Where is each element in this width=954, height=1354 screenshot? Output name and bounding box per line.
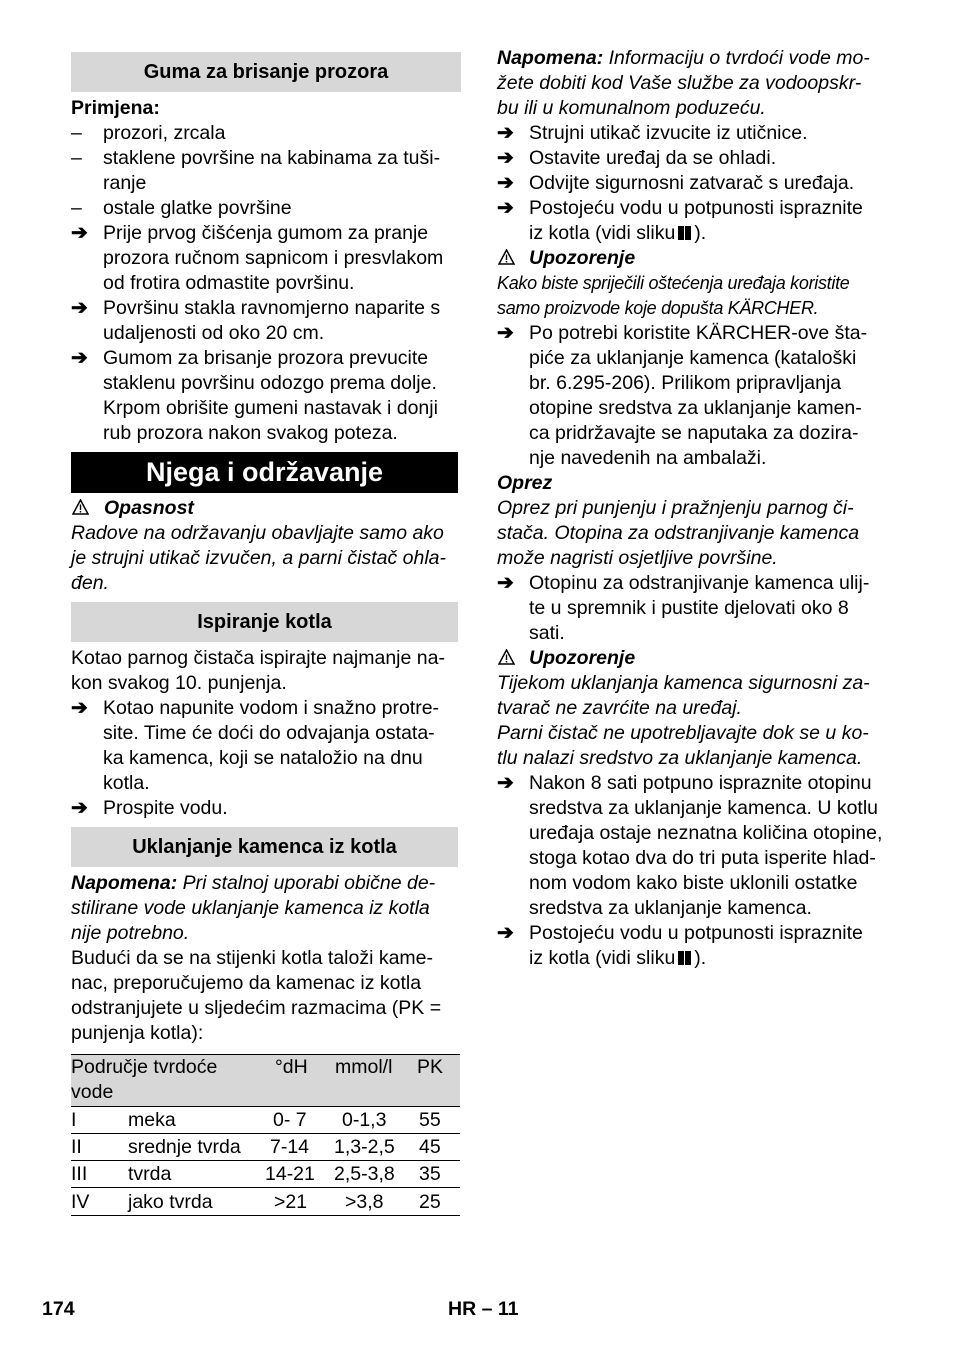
step-text: prozora ručnom sapnicom i presvlakom bbox=[103, 247, 444, 269]
heading-ispiranje: Ispiranje kotla bbox=[71, 602, 458, 642]
table-rule bbox=[71, 1215, 460, 1216]
step-text: Prospite vodu. bbox=[103, 797, 228, 819]
table-cell: 0-1,3 bbox=[342, 1109, 387, 1131]
napomena-label: Napomena: bbox=[71, 872, 178, 894]
step-text: sredstva za uklanjanje kamenca. bbox=[529, 897, 812, 919]
arrow-icon: ➔ bbox=[497, 322, 514, 344]
arrow-icon: ➔ bbox=[71, 797, 88, 819]
arrow-icon: ➔ bbox=[497, 772, 514, 794]
warning-icon bbox=[72, 499, 89, 515]
table-cell: >3,8 bbox=[345, 1191, 384, 1213]
upozorenje-label: Upozorenje bbox=[529, 247, 636, 269]
table-cell: I bbox=[71, 1109, 77, 1131]
upozorenje-text: samo proizvode koje dopušta KÄRCHER. bbox=[497, 298, 819, 318]
step-text: Postojeću vodu u potpunosti ispraznite bbox=[529, 922, 863, 944]
table-cell: srednje tvrda bbox=[128, 1136, 241, 1158]
table-cell: 55 bbox=[419, 1109, 441, 1131]
dash-item: ostale glatke površine bbox=[103, 197, 292, 219]
step-text: Krpom obrišite gumeni nastavak i donji bbox=[103, 397, 438, 419]
page-number: 174 bbox=[42, 1298, 75, 1320]
table-rule bbox=[71, 1133, 460, 1134]
table-rule bbox=[71, 1160, 460, 1161]
arrow-icon: ➔ bbox=[497, 197, 514, 219]
table-cell: >21 bbox=[274, 1191, 308, 1213]
dash-item-cont: ranje bbox=[103, 172, 147, 194]
step-text bbox=[529, 221, 706, 246]
napomena-text: Pri stalnoj uporabi obične de- bbox=[177, 872, 436, 894]
dash-marker: – bbox=[71, 147, 82, 169]
step-text: Ostavite uređaj da se ohladi. bbox=[529, 147, 777, 169]
opasnost-text: đen. bbox=[71, 572, 109, 594]
oprez-text: Oprez pri punjenju i pražnjenju parnog či- bbox=[497, 497, 854, 519]
step-text: Postojeću vodu u potpunosti ispraznite bbox=[529, 197, 863, 219]
upozorenje-label: Upozorenje bbox=[529, 647, 636, 669]
arrow-icon: ➔ bbox=[497, 572, 514, 594]
opasnost-label: Opasnost bbox=[104, 497, 194, 519]
step-text: Po potrebi koristite KÄRCHER-ove šta- bbox=[529, 322, 868, 344]
opasnost-text: Radove na održavanju obavljajte samo ako bbox=[71, 522, 444, 544]
table-cell: tvrda bbox=[128, 1163, 172, 1185]
arrow-icon: ➔ bbox=[497, 922, 514, 944]
table-rule bbox=[71, 1187, 460, 1188]
book-icon bbox=[678, 951, 691, 965]
step-text: sredstva za uklanjanje kamenca. U kotlu bbox=[529, 797, 879, 819]
step-text: kotla. bbox=[103, 772, 150, 794]
heading-njega: Njega i održavanje bbox=[71, 452, 458, 493]
step-text: rub prozora nakon svakog poteza. bbox=[103, 422, 398, 444]
napomena-line bbox=[71, 871, 435, 896]
oprez-label: Oprez bbox=[497, 472, 553, 494]
step-text: Površinu stakla ravnomjerno naparite s bbox=[103, 297, 441, 319]
step-text bbox=[529, 946, 706, 971]
table-cell: 14-21 bbox=[265, 1163, 315, 1185]
napomena-text: Informaciju o tvrdoći vode mo- bbox=[603, 47, 870, 69]
table-header-cell: vode bbox=[71, 1081, 114, 1103]
dash-marker: – bbox=[71, 122, 82, 144]
step-text: Gumom za brisanje prozora prevucite bbox=[103, 347, 429, 369]
table-cell: 1,3-2,5 bbox=[334, 1136, 395, 1158]
table-cell: meka bbox=[128, 1109, 176, 1131]
budući-text: punjenja kotla): bbox=[71, 1022, 204, 1044]
upozorenje-text: Kako biste spriječili oštećenja uređaja koristite bbox=[497, 273, 850, 293]
step-text-part: iz kotla (vidi sliku bbox=[529, 222, 676, 244]
table-cell: 25 bbox=[419, 1191, 441, 1213]
step-text: nom vodom kako biste uklonili ostatke bbox=[529, 872, 858, 894]
warning-icon bbox=[498, 649, 515, 665]
dash-item: prozori, zrcala bbox=[103, 122, 226, 144]
upozorenje-text: Parni čistač ne upotrebljavajte dok se u ko- bbox=[497, 722, 869, 744]
step-text: Otopinu za odstranjivanje kamenca ulij- bbox=[529, 572, 870, 594]
budući-text: odstranjujete u sljedećim razmacima (PK = bbox=[71, 997, 442, 1019]
step-text-part: iz kotla (vidi sliku bbox=[529, 947, 676, 969]
table-cell: II bbox=[71, 1136, 82, 1158]
heading-uklanjanje: Uklanjanje kamenca iz kotla bbox=[71, 827, 458, 867]
arrow-icon: ➔ bbox=[497, 172, 514, 194]
step-text: nje navedenih na ambalaži. bbox=[529, 447, 767, 469]
warning-icon bbox=[498, 249, 515, 265]
step-text: piće za uklanjanje kamenca (kataloški bbox=[529, 347, 857, 369]
step-text: Odvijte sigurnosni zatvarač s uređaja. bbox=[529, 172, 855, 194]
table-cell: 35 bbox=[419, 1163, 441, 1185]
oprez-text: može nagristi osjetljive površine. bbox=[497, 547, 778, 569]
step-text: br. 6.295-206). Prilikom pripravljanja bbox=[529, 372, 842, 394]
step-text: sati. bbox=[529, 622, 565, 644]
step-text: ka kamenca, koji se nataložio na dnu bbox=[103, 747, 423, 769]
table-cell: jako tvrda bbox=[128, 1191, 213, 1213]
upozorenje-text: Tijekom uklanjanja kamenca sigurnosni za- bbox=[497, 672, 870, 694]
ispiranje-text: kon svakog 10. punjenja. bbox=[71, 672, 287, 694]
table-cell: 7-14 bbox=[270, 1136, 310, 1158]
step-text: te u spremnik i pustite djelovati oko 8 bbox=[529, 597, 849, 619]
step-text: udaljenosti od oko 20 cm. bbox=[103, 322, 325, 344]
step-text: Strujni utikač izvucite iz utičnice. bbox=[529, 122, 808, 144]
step-text: stoga kotao dva do tri puta isperite hlad- bbox=[529, 847, 876, 869]
napomena-text: stilirane vode uklanjanje kamenca iz kotla bbox=[71, 897, 430, 919]
napomena-line bbox=[497, 46, 870, 71]
book-icon bbox=[678, 226, 691, 240]
table-rule bbox=[71, 1106, 460, 1107]
arrow-icon: ➔ bbox=[71, 297, 88, 319]
step-text: site. Time će doći do odvajanja ostata- bbox=[103, 722, 435, 744]
table-cell: 0- 7 bbox=[273, 1109, 307, 1131]
opasnost-text: je strujni utikač izvučen, a parni čistač ohla- bbox=[71, 547, 447, 569]
upozorenje-text: tlu nalazi sredstvo za uklanjanje kamenca. bbox=[497, 747, 863, 769]
table-cell: III bbox=[71, 1163, 88, 1185]
step-text: uređaja ostaje neznatna količina otopine, bbox=[529, 822, 883, 844]
primjena-label: Primjena: bbox=[71, 97, 160, 119]
ispiranje-text: Kotao parnog čistača ispirajte najmanje na- bbox=[71, 647, 445, 669]
budući-text: Budući da se na stijenki kotla taloži kame- bbox=[71, 947, 434, 969]
arrow-icon: ➔ bbox=[497, 122, 514, 144]
step-text: Kotao napunite vodom i snažno protre- bbox=[103, 697, 440, 719]
table-header-cell: °dH bbox=[275, 1056, 308, 1078]
table-cell: 45 bbox=[419, 1136, 441, 1158]
oprez-text: stača. Otopina za odstranjivanje kamenca bbox=[497, 522, 860, 544]
upozorenje-text: tvarač ne zavrćite na uređaj. bbox=[497, 697, 742, 719]
arrow-icon: ➔ bbox=[497, 147, 514, 169]
arrow-icon: ➔ bbox=[71, 347, 88, 369]
table-cell: 2,5-3,8 bbox=[334, 1163, 395, 1185]
dash-marker: – bbox=[71, 197, 82, 219]
napomena-text: žete dobiti kod Vaše službe za vodoopskr- bbox=[497, 72, 862, 94]
napomena-label: Napomena: bbox=[497, 47, 604, 69]
arrow-icon: ➔ bbox=[71, 697, 88, 719]
page-section: HR – 11 bbox=[448, 1298, 519, 1320]
step-text: otopine sredstva za uklanjanje kamen- bbox=[529, 397, 862, 419]
table-header-cell: mmol/l bbox=[335, 1056, 393, 1078]
step-text: staklenu površinu odozgo prema dolje. bbox=[103, 372, 437, 394]
budući-text: nac, preporučujemo da kamenac iz kotla bbox=[71, 972, 422, 994]
table-header-cell: PK bbox=[417, 1056, 444, 1078]
table-header-cell: Područje tvrdoće bbox=[71, 1056, 218, 1078]
step-text: od frotira odmastite površinu. bbox=[103, 272, 355, 294]
napomena-text: nije potrebno. bbox=[71, 922, 190, 944]
step-text-part: ). bbox=[694, 947, 707, 969]
step-text-part: ). bbox=[694, 222, 707, 244]
arrow-icon: ➔ bbox=[71, 222, 88, 244]
step-text: ca pridržavajte se naputaka za dozira- bbox=[529, 422, 859, 444]
step-text: Nakon 8 sati potpuno ispraznite otopinu bbox=[529, 772, 872, 794]
dash-item: staklene površine na kabinama za tuši- bbox=[103, 147, 441, 169]
table-cell: IV bbox=[71, 1191, 90, 1213]
napomena-text: bu ili u komunalnom poduzeću. bbox=[497, 97, 766, 119]
step-text: Prije prvog čišćenja gumom za pranje bbox=[103, 222, 429, 244]
heading-guma: Guma za brisanje prozora bbox=[71, 52, 461, 92]
